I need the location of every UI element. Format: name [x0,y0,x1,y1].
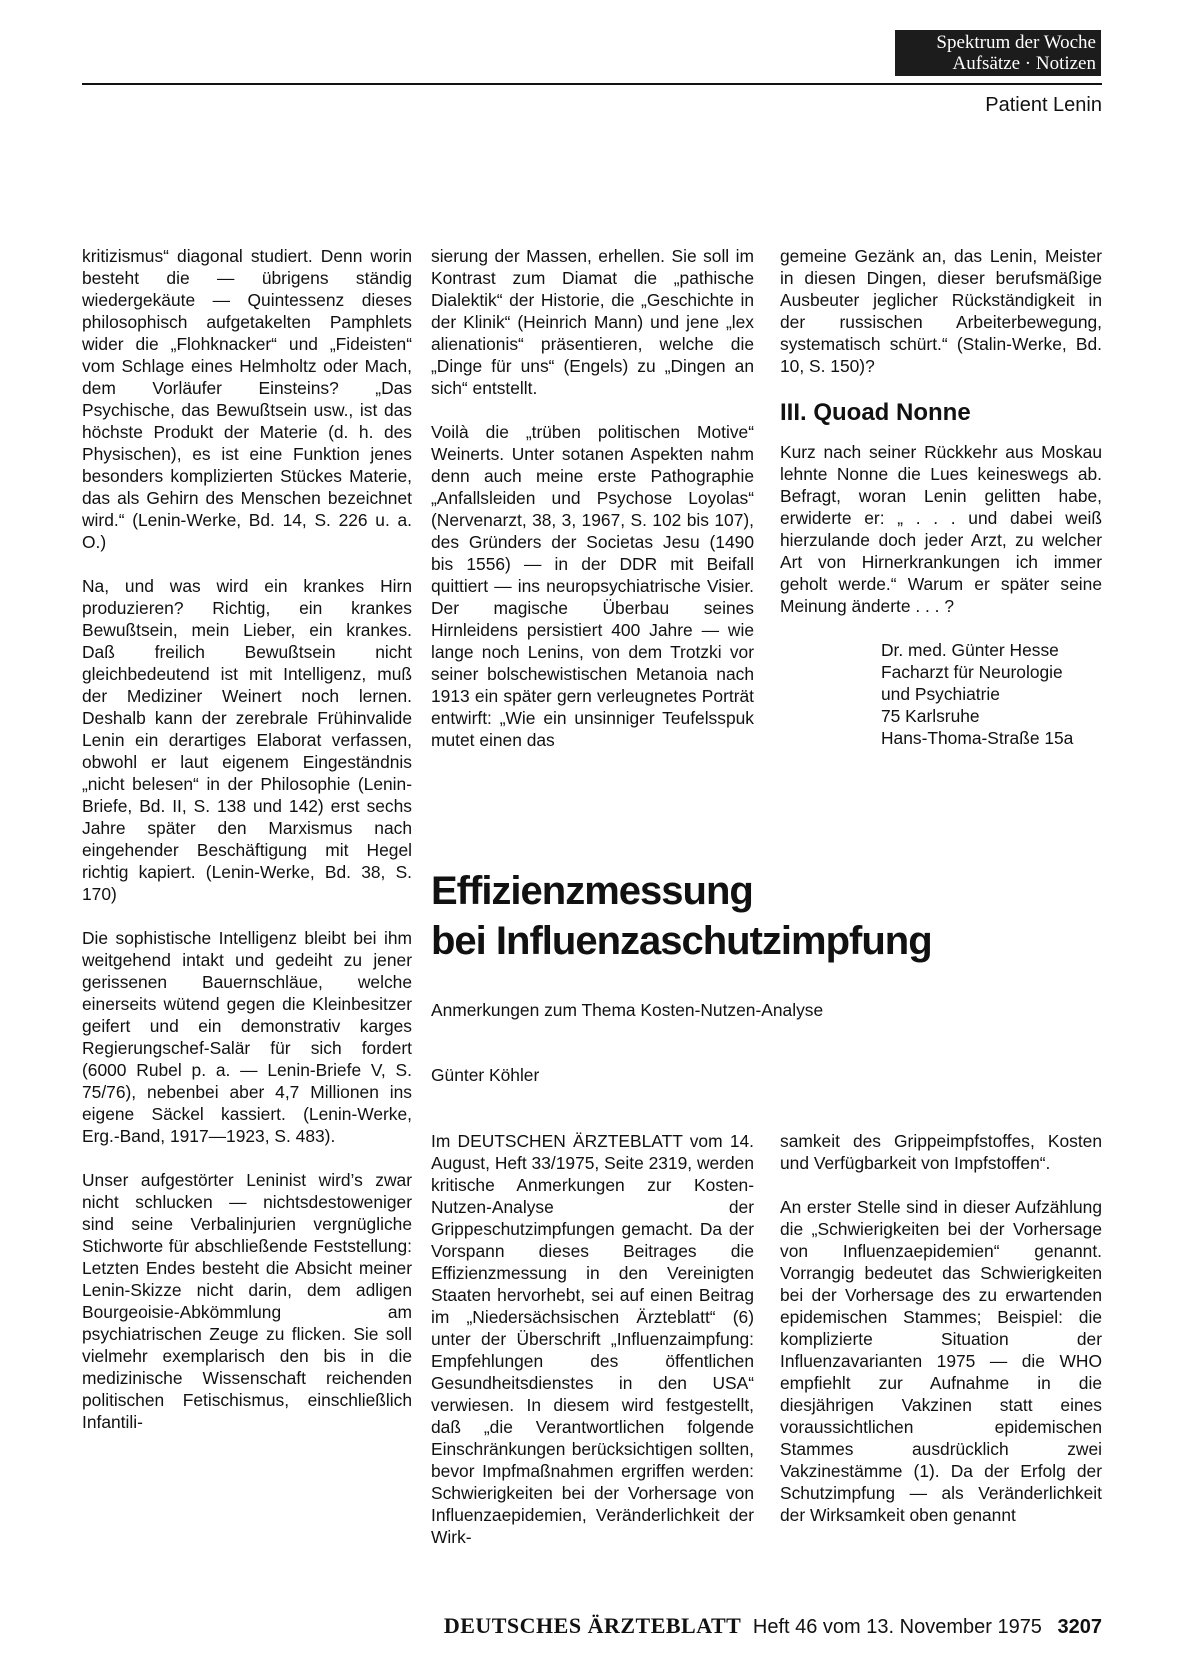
header-rule [82,83,1102,85]
article-title-line: bei Influenzaschutzimpfung [431,919,932,963]
section-tag [895,30,1101,76]
signature-line: Hans-Thoma-Straße 15a [881,728,1074,748]
article-column-2 [431,1130,754,1548]
paragraph: Im DEUTSCHEN ÄRZTEBLATT vom 14. August, Heft 33/1975, Seite 2319, werden kritische Anmerkungen zur Kosten-Nutzen-Analyse der Grippeschutzimpfungen gemacht. Da der Vorspann dieses Beitrages die Effizienzmessung in den Vereinigten Staaten hervorhebt, sei auf einen Beitrag im „Niedersächsischen Ärzteblatt“ (6) unter der Überschrift „Influenzaimpfung: Empfehlungen des öffentlichen Gesundheitsdienstes in den USA“ verwiesen. In diesem wird festgestellt, daß „die Verantwortlichen folgende Einschränkungen berücksichtigen sollten, bevor Impfmaßnahmen ergriffen werden: Schwierigkeiten bei der Vorhersage von Influenzaepidemien, Veränderlichkeit der Wirk- [431,1131,754,1547]
signature-line: 75 Karlsruhe [881,706,980,726]
article-title [431,866,1111,966]
article-title-line: Effizienzmessung [431,869,753,913]
paragraph: Na, und was wird ein krankes Hirn produzieren? Richtig, ein krankes Bewußtsein, mein Lieber, ein krankes. Daß freilich Bewußtsein nicht gleichbedeutend ist mit Intelligenz, muß der Mediziner Weinert noch lernen. Deshalb kann der zerebrale Frühinvalide Lenin ein derartiges Elaborat verfassen, obwohl er laut eigenem Eingeständnis „nicht belesen“ in der Philosophie (Lenin-Briefe, Bd. II, S. 138 und 142) erst sechs Jahre später den Marxismus nach eingehender Beschäftigung mit Hegel richtig kapiert. (Lenin-Werke, Bd. 38, S. 170) [82,576,412,904]
signature-line: und Psychiatrie [881,684,1000,704]
signature-line: Dr. med. Günter Hesse [881,640,1059,660]
paragraph: gemeine Gezänk an, das Lenin, Meister in diesen Dingen, dieser berufsmäßige Ausbeuter jeglicher Rückständigkeit in der russischen Arbeiterbewegung, systematisch schürt.“ (Stalin-Werke, Bd. 10, S. 150)? [780,246,1102,376]
article-column-3 [780,1130,1102,1526]
paragraph: kritizismus“ diagonal studiert. Denn worin besteht die — übrigens ständig wiedergekäute — Quintessenz dieses philosophisch aufgetakelten Pamphlets wider die „Flohknacker“ und „Fideisten“ vom Schlage eines Helmholtz oder Mach, dem Vorläufer Einsteins? „Das Psychische, das Bewußtsein usw., ist das höchste Produkt der Materie (d. h. des Physischen), es ist eine Funktion jenes besonders komplizierten Stückes Materie, das als Gehirn des Menschen bezeichnet wird.“ (Lenin-Werke, Bd. 14, S. 226 u. a. O.) [82,246,412,552]
article-author: Günter Köhler [431,1065,540,1085]
paragraph: Voilà die „trüben politischen Motive“ Weinerts. Unter sotanen Aspekten nahm denn auch meine erste Pathographie „Anfallsleiden und Psychose Loyolas“ (Nervenarzt, 38, 3, 1967, S. 102 bis 107), des Gründers der Societas Jesu (1490 bis 1556) — in der DDR mit Beifall quittiert — ins neuropsychiatrische Visier. Der magische Überbau seines Hirnleidens persistiert 400 Jahre — wie lange noch Lenins, von dem Trotzki vor seiner bolschewistischen Metanoia nach 1913 ein später gern verleugnetes Porträt entwirft: „Wie ein unsinniger Teufelsspuk mutet einen das [431,422,754,750]
section-heading: III. Quoad Nonne [780,399,971,426]
paragraph: samkeit des Grippeimpfstoffes, Kosten und Verfügbarkeit von Impfstoffen“. [780,1131,1102,1173]
paragraph: Die sophistische Intelligenz bleibt bei ihm weitgehend intakt und gedeiht zu jener gerissenen Bauernschläue, welche einerseits wütend gegen die Kleinbesitzer geifert und ein demonstrativ karges Regierungschef-Salär für sich fordert (6000 Rubel p. a. — Lenin-Briefe V, S. 75/76), nebenbei aber 4,7 Millionen ins eigene Säckel kassiert. (Lenin-Werke, Erg.-Band, 1917—1923, S. 483). [82,928,412,1146]
column-3 [780,245,1102,749]
section-tag-line2: Aufsätze · Notizen [952,53,1096,74]
column-2 [431,245,754,751]
paragraph: sierung der Massen, erhellen. Sie soll im Kontrast zum Diamat die „pathische Dialektik“ der Historie, die „Geschichte in der Klinik“ (Heinrich Mann) und jene „lex alienationis“ präsentieren, welche die „Dinge für uns“ (Engels) zu „Dingen an sich“ entstellt. [431,246,754,398]
page-footer [444,1613,1102,1639]
paragraph: An erster Stelle sind in dieser Aufzählung die „Schwierigkeiten bei der Vorhersage von Influenzaepidemien“ genannt. Vorrangig bedeutet das Schwierigkeiten bei der Vorhersage des zu erwartenden epidemischen Stammes; Beispiel: die komplizierte Situation der Influenzavarianten 1975 — die WHO empfiehlt zur Aufnahme in die diesjährigen Vakzinen statt eines voraussichtlichen epidemischen Stammes ausdrücklich zwei Vakzinestämme (1). Da der Erfolg der Schutzimpfung — als Veränderlichkeit der Wirksamkeit oben genannt [780,1197,1102,1525]
author-signature [881,639,1102,749]
magazine-name: DEUTSCHES ÄRZTEBLATT [443,1613,742,1638]
signature-line: Facharzt für Neurologie [881,662,1063,682]
column-1 [82,245,412,1433]
running-title: Patient Lenin [985,94,1102,116]
section-tag-line1: Spektrum der Woche [936,32,1096,53]
article-subtitle: Anmerkungen zum Thema Kosten-Nutzen-Analyse [431,1000,824,1020]
paragraph: Unser aufgestörter Leninist wird’s zwar nicht schlucken — nichtsdestoweniger sind seine Verbalinjurien vergnügliche Stichworte für abschließende Feststellung: Letzten Endes besteht die Absicht meiner Lenin-Skizze nicht darin, dem adligen Bourgeoisie-Abkömmlung am psychiatrischen Zeuge zu flicken. Sie soll vielmehr exemplarisch den bis in die medizinische Wissenschaft reichenden politischen Fetischismus, einschließlich Infantili- [82,1170,412,1432]
page-number: 3207 [1057,1616,1102,1638]
issue-info: Heft 46 vom 13. November 1975 [752,1616,1042,1638]
paragraph: Kurz nach seiner Rückkehr aus Moskau lehnte Nonne die Lues keineswegs ab. Befragt, woran Lenin gelitten habe, erwiderte er: „ . . . und dabei weiß hierzulande doch jeder Arzt, zu welcher Art von Hirnerkrankungen ich immer geholt werde.“ Warum er später seine Meinung änderte . . . ? [780,442,1102,616]
